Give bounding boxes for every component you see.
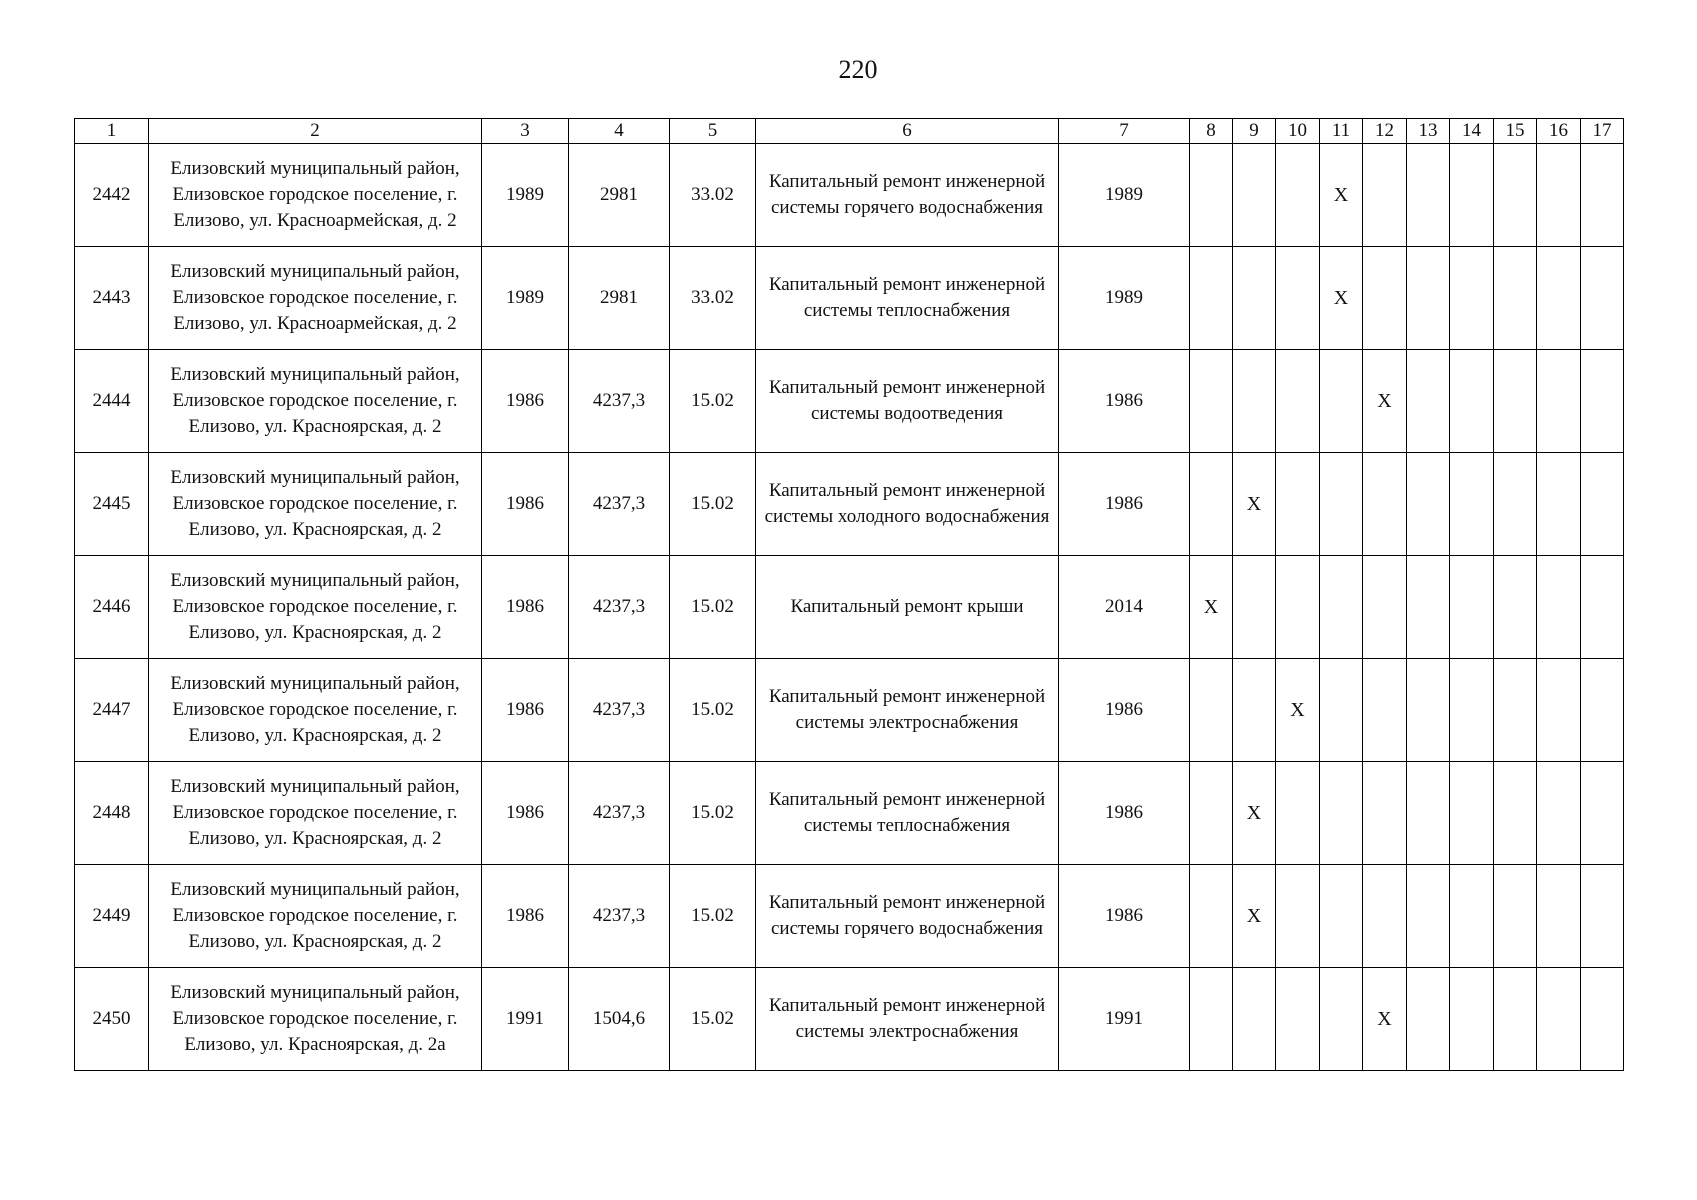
col5-cell: 15.02 [670, 968, 756, 1071]
column-number-cell: 13 [1407, 119, 1450, 144]
column-number-cell: 9 [1233, 119, 1276, 144]
work-type-cell: Капитальный ремонт инженерной системы теплоснабжения [756, 247, 1059, 350]
mark-cell-col-14 [1450, 762, 1494, 865]
table-row [75, 556, 1624, 659]
mark-cell-col-10: X [1276, 659, 1320, 762]
mark-cell-col-11 [1320, 556, 1363, 659]
mark-cell-col-8 [1190, 968, 1233, 1071]
mark-cell-col-9: X [1233, 762, 1276, 865]
col4-cell: 4237,3 [569, 659, 670, 762]
mark-cell-col-14 [1450, 247, 1494, 350]
mark-cell-col-17 [1581, 762, 1624, 865]
mark-cell-col-15 [1494, 556, 1537, 659]
mark-cell-col-9 [1233, 350, 1276, 453]
work-type-cell: Капитальный ремонт инженерной системы электроснабжения [756, 659, 1059, 762]
mark-cell-col-11 [1320, 453, 1363, 556]
column-number-cell: 8 [1190, 119, 1233, 144]
col3-cell: 1986 [482, 556, 569, 659]
mark-cell-col-16 [1537, 556, 1581, 659]
work-type-cell: Капитальный ремонт инженерной системы холодного водоснабжения [756, 453, 1059, 556]
work-type-cell: Капитальный ремонт инженерной системы электроснабжения [756, 968, 1059, 1071]
column-number-cell: 4 [569, 119, 670, 144]
mark-cell-col-14 [1450, 968, 1494, 1071]
mark-cell-col-10 [1276, 865, 1320, 968]
address-cell: Елизовский муниципальный район, Елизовское городское поселение, г. Елизово, ул. Красноармейская, д. 2 [149, 144, 482, 247]
record-number-cell: 2444 [75, 350, 149, 453]
mark-cell-col-15 [1494, 865, 1537, 968]
col4-cell: 2981 [569, 247, 670, 350]
col3-cell: 1986 [482, 865, 569, 968]
mark-cell-col-17 [1581, 659, 1624, 762]
col5-cell: 33.02 [670, 247, 756, 350]
mark-cell-col-14 [1450, 659, 1494, 762]
table-row [75, 762, 1624, 865]
mark-cell-col-15 [1494, 659, 1537, 762]
col5-cell: 15.02 [670, 350, 756, 453]
mark-cell-col-15 [1494, 247, 1537, 350]
col3-cell: 1989 [482, 247, 569, 350]
mark-cell-col-16 [1537, 350, 1581, 453]
mark-cell-col-11 [1320, 659, 1363, 762]
mark-cell-col-12: X [1363, 350, 1407, 453]
mark-cell-col-9 [1233, 659, 1276, 762]
column-number-cell: 3 [482, 119, 569, 144]
column-number-cell: 1 [75, 119, 149, 144]
col7-cell: 1989 [1059, 247, 1190, 350]
mark-cell-col-13 [1407, 762, 1450, 865]
mark-cell-col-17 [1581, 556, 1624, 659]
mark-cell-col-17 [1581, 968, 1624, 1071]
mark-cell-col-14 [1450, 556, 1494, 659]
mark-cell-col-16 [1537, 659, 1581, 762]
mark-cell-col-8 [1190, 144, 1233, 247]
mark-cell-col-9 [1233, 968, 1276, 1071]
col4-cell: 4237,3 [569, 453, 670, 556]
column-number-cell: 14 [1450, 119, 1494, 144]
mark-cell-col-17 [1581, 865, 1624, 968]
work-type-cell: Капитальный ремонт инженерной системы горячего водоснабжения [756, 144, 1059, 247]
mark-cell-col-8 [1190, 865, 1233, 968]
col7-cell: 1989 [1059, 144, 1190, 247]
column-number-cell: 5 [670, 119, 756, 144]
mark-cell-col-17 [1581, 453, 1624, 556]
col7-cell: 1986 [1059, 350, 1190, 453]
col5-cell: 15.02 [670, 556, 756, 659]
column-number-cell: 6 [756, 119, 1059, 144]
column-number-cell: 2 [149, 119, 482, 144]
mark-cell-col-11: X [1320, 247, 1363, 350]
mark-cell-col-8 [1190, 659, 1233, 762]
record-number-cell: 2450 [75, 968, 149, 1071]
mark-cell-col-16 [1537, 968, 1581, 1071]
column-number-cell: 7 [1059, 119, 1190, 144]
column-number-cell: 15 [1494, 119, 1537, 144]
col3-cell: 1991 [482, 968, 569, 1071]
col4-cell: 4237,3 [569, 865, 670, 968]
mark-cell-col-13 [1407, 968, 1450, 1071]
work-type-cell: Капитальный ремонт инженерной системы теплоснабжения [756, 762, 1059, 865]
col4-cell: 4237,3 [569, 556, 670, 659]
col3-cell: 1986 [482, 762, 569, 865]
col5-cell: 33.02 [670, 144, 756, 247]
mark-cell-col-10 [1276, 556, 1320, 659]
mark-cell-col-8 [1190, 453, 1233, 556]
mark-cell-col-14 [1450, 453, 1494, 556]
mark-cell-col-10 [1276, 144, 1320, 247]
table-row [75, 350, 1624, 453]
mark-cell-col-17 [1581, 144, 1624, 247]
mark-cell-col-12 [1363, 144, 1407, 247]
record-number-cell: 2443 [75, 247, 149, 350]
record-number-cell: 2446 [75, 556, 149, 659]
address-cell: Елизовский муниципальный район, Елизовское городское поселение, г. Елизово, ул. Красноярская, д. 2а [149, 968, 482, 1071]
mark-cell-col-9: X [1233, 865, 1276, 968]
mark-cell-col-13 [1407, 453, 1450, 556]
mark-cell-col-12 [1363, 453, 1407, 556]
mark-cell-col-13 [1407, 350, 1450, 453]
record-number-cell: 2442 [75, 144, 149, 247]
mark-cell-col-12 [1363, 762, 1407, 865]
col3-cell: 1986 [482, 453, 569, 556]
mark-cell-col-12 [1363, 247, 1407, 350]
record-number-cell: 2449 [75, 865, 149, 968]
column-number-cell: 12 [1363, 119, 1407, 144]
record-number-cell: 2445 [75, 453, 149, 556]
address-cell: Елизовский муниципальный район, Елизовское городское поселение, г. Елизово, ул. Красноярская, д. 2 [149, 659, 482, 762]
mark-cell-col-8 [1190, 247, 1233, 350]
mark-cell-col-12 [1363, 659, 1407, 762]
mark-cell-col-14 [1450, 865, 1494, 968]
table-row [75, 247, 1624, 350]
mark-cell-col-13 [1407, 556, 1450, 659]
col7-cell: 1986 [1059, 453, 1190, 556]
work-type-cell: Капитальный ремонт инженерной системы водоотведения [756, 350, 1059, 453]
mark-cell-col-15 [1494, 453, 1537, 556]
col7-cell: 1986 [1059, 865, 1190, 968]
mark-cell-col-10 [1276, 762, 1320, 865]
col7-cell: 1991 [1059, 968, 1190, 1071]
col3-cell: 1989 [482, 144, 569, 247]
mark-cell-col-15 [1494, 350, 1537, 453]
mark-cell-col-16 [1537, 865, 1581, 968]
mark-cell-col-13 [1407, 865, 1450, 968]
table-row [75, 968, 1624, 1071]
col5-cell: 15.02 [670, 762, 756, 865]
page-number: 220 [838, 55, 878, 84]
mark-cell-col-11: X [1320, 144, 1363, 247]
col3-cell: 1986 [482, 350, 569, 453]
col4-cell: 1504,6 [569, 968, 670, 1071]
col5-cell: 15.02 [670, 453, 756, 556]
mark-cell-col-12: X [1363, 968, 1407, 1071]
mark-cell-col-13 [1407, 247, 1450, 350]
table-row [75, 659, 1624, 762]
mark-cell-col-8 [1190, 762, 1233, 865]
column-number-cell: 17 [1581, 119, 1624, 144]
address-cell: Елизовский муниципальный район, Елизовское городское поселение, г. Елизово, ул. Красноярская, д. 2 [149, 350, 482, 453]
mark-cell-col-10 [1276, 453, 1320, 556]
col7-cell: 2014 [1059, 556, 1190, 659]
col7-cell: 1986 [1059, 659, 1190, 762]
mark-cell-col-12 [1363, 865, 1407, 968]
mark-cell-col-16 [1537, 144, 1581, 247]
column-number-header-row [75, 119, 1624, 144]
mark-cell-col-11 [1320, 350, 1363, 453]
mark-cell-col-8 [1190, 350, 1233, 453]
table-row [75, 144, 1624, 247]
mark-cell-col-17 [1581, 350, 1624, 453]
mark-cell-col-15 [1494, 144, 1537, 247]
table-row [75, 865, 1624, 968]
table-body [75, 119, 1624, 1071]
mark-cell-col-14 [1450, 350, 1494, 453]
mark-cell-col-16 [1537, 247, 1581, 350]
mark-cell-col-17 [1581, 247, 1624, 350]
col5-cell: 15.02 [670, 659, 756, 762]
address-cell: Елизовский муниципальный район, Елизовское городское поселение, г. Елизово, ул. Красноярская, д. 2 [149, 762, 482, 865]
mark-cell-col-11 [1320, 968, 1363, 1071]
mark-cell-col-15 [1494, 762, 1537, 865]
mark-cell-col-10 [1276, 968, 1320, 1071]
work-type-cell: Капитальный ремонт крыши [756, 556, 1059, 659]
column-number-cell: 16 [1537, 119, 1581, 144]
mark-cell-col-8: X [1190, 556, 1233, 659]
mark-cell-col-10 [1276, 247, 1320, 350]
record-number-cell: 2447 [75, 659, 149, 762]
mark-cell-col-11 [1320, 865, 1363, 968]
table-row [75, 453, 1624, 556]
column-number-cell: 10 [1276, 119, 1320, 144]
mark-cell-col-13 [1407, 659, 1450, 762]
address-cell: Елизовский муниципальный район, Елизовское городское поселение, г. Елизово, ул. Красноярская, д. 2 [149, 453, 482, 556]
col7-cell: 1986 [1059, 762, 1190, 865]
mark-cell-col-9: X [1233, 453, 1276, 556]
column-number-cell: 11 [1320, 119, 1363, 144]
col4-cell: 2981 [569, 144, 670, 247]
mark-cell-col-16 [1537, 453, 1581, 556]
col5-cell: 15.02 [670, 865, 756, 968]
mark-cell-col-9 [1233, 247, 1276, 350]
mark-cell-col-13 [1407, 144, 1450, 247]
record-number-cell: 2448 [75, 762, 149, 865]
mark-cell-col-10 [1276, 350, 1320, 453]
mark-cell-col-11 [1320, 762, 1363, 865]
repair-register-table [74, 118, 1624, 1071]
address-cell: Елизовский муниципальный район, Елизовское городское поселение, г. Елизово, ул. Красноармейская, д. 2 [149, 247, 482, 350]
col4-cell: 4237,3 [569, 762, 670, 865]
mark-cell-col-9 [1233, 556, 1276, 659]
address-cell: Елизовский муниципальный район, Елизовское городское поселение, г. Елизово, ул. Красноярская, д. 2 [149, 865, 482, 968]
mark-cell-col-14 [1450, 144, 1494, 247]
address-cell: Елизовский муниципальный район, Елизовское городское поселение, г. Елизово, ул. Красноярская, д. 2 [149, 556, 482, 659]
mark-cell-col-9 [1233, 144, 1276, 247]
col3-cell: 1986 [482, 659, 569, 762]
work-type-cell: Капитальный ремонт инженерной системы горячего водоснабжения [756, 865, 1059, 968]
col4-cell: 4237,3 [569, 350, 670, 453]
mark-cell-col-12 [1363, 556, 1407, 659]
mark-cell-col-15 [1494, 968, 1537, 1071]
mark-cell-col-16 [1537, 762, 1581, 865]
